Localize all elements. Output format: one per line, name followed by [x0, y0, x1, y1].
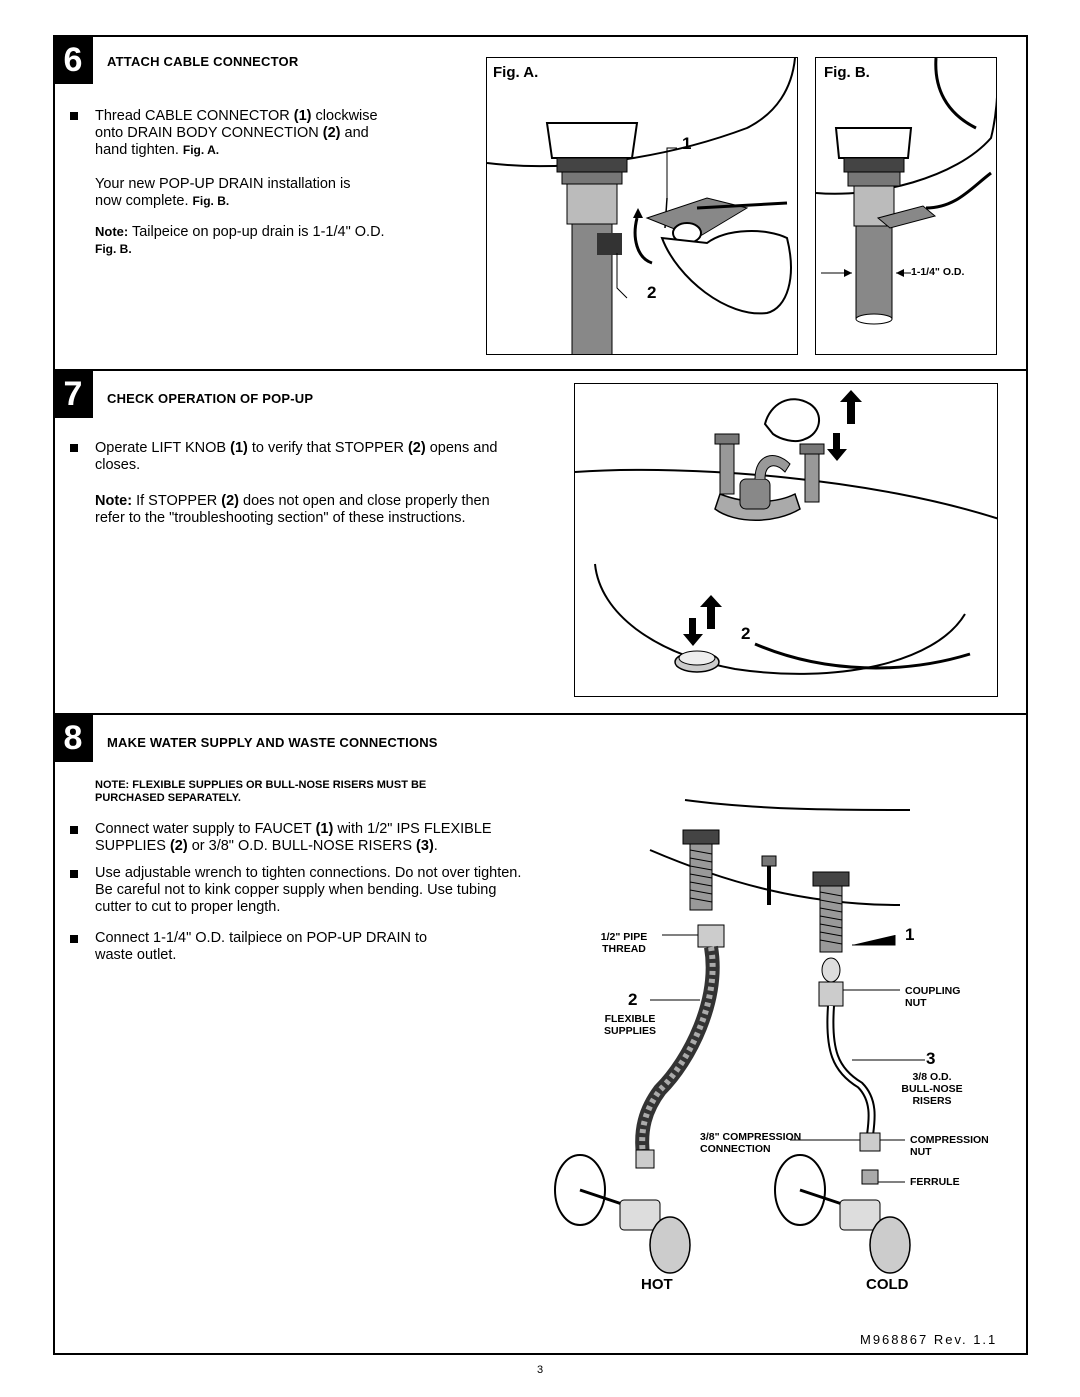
step-6-complete-text: Your new POP-UP DRAIN installation is now complete. Fig. B. — [95, 176, 351, 209]
tailpiece-dimension-label: 1-1/4" O.D. — [911, 266, 965, 278]
callout-2: 2 — [628, 990, 638, 1009]
step-6-instruction: Thread CABLE CONNECTOR (1) clockwise onto DRAIN BODY CONNECTION (2) and hand tighten. Fig. A. — [95, 108, 378, 158]
step-8-heading: MAKE WATER SUPPLY AND WASTE CONNECTIONS — [107, 735, 438, 750]
step-8-instruction-1: Connect water supply to FAUCET (1) with 1/2" IPS FLEXIBLE SUPPLIES (2) or 3/8" O.D. BULL-NOSE RISERS (3). — [95, 821, 492, 854]
pipe-thread-label: 1/2" PIPE THREAD — [600, 931, 648, 955]
step-8-purchase-note: NOTE: FLEXIBLE SUPPLIES OR BULL-NOSE RISERS MUST BE PURCHASED SEPARATELY. — [95, 779, 427, 804]
callout-2: 2 — [647, 283, 657, 302]
callout-1: 1 — [905, 925, 915, 944]
hot-label: HOT — [641, 1276, 673, 1293]
figure-a-label: Fig. A. — [493, 64, 539, 81]
step-7-number: 7 — [53, 371, 93, 418]
step-7-instruction: Operate LIFT KNOB (1) to verify that STOPPER (2) opens and closes. — [95, 440, 498, 473]
bullnose-risers-label: 3/8 O.D. BULL-NOSE RISERS — [901, 1071, 963, 1107]
ferrule-label: FERRULE — [910, 1176, 960, 1188]
step-8-instruction-3: Connect 1-1/4" O.D. tailpiece on POP-UP DRAIN to waste outlet. — [95, 930, 428, 963]
flexible-supplies-label: FLEXIBLE SUPPLIES — [604, 1013, 656, 1037]
callout-2: 2 — [741, 624, 751, 643]
page-number: 3 — [537, 1364, 544, 1376]
step-6-heading: ATTACH CABLE CONNECTOR — [107, 54, 299, 69]
step-7-note: Note: If STOPPER (2) does not open and close properly then refer to the "troubleshooting section" of these instructions. — [95, 493, 490, 526]
document-revision: M968867 Rev. 1.1 — [860, 1332, 998, 1347]
coupling-nut-label: COUPLING NUT — [905, 985, 961, 1009]
compression-connection-label: 3/8" COMPRESSION CONNECTION — [700, 1131, 802, 1155]
step-8-number: 8 — [53, 715, 93, 762]
cold-label: COLD — [866, 1276, 909, 1293]
step-8-instruction-2: Use adjustable wrench to tighten connections. Do not over tighten. Be careful not to kink copper supply when bending. Use tubing cutter to cut to proper length. — [95, 865, 522, 915]
step-7-heading: CHECK OPERATION OF POP-UP — [107, 391, 314, 406]
figure-b-label: Fig. B. — [824, 64, 870, 81]
step-6-note: Note: Tailpeice on pop-up drain is 1-1/4" O.D. Fig. B. — [95, 224, 385, 256]
callout-1: 1 — [682, 134, 692, 153]
callout-3: 3 — [926, 1049, 936, 1068]
step-6-number: 6 — [53, 37, 93, 84]
compression-nut-label: COMPRESSION NUT — [910, 1134, 989, 1158]
